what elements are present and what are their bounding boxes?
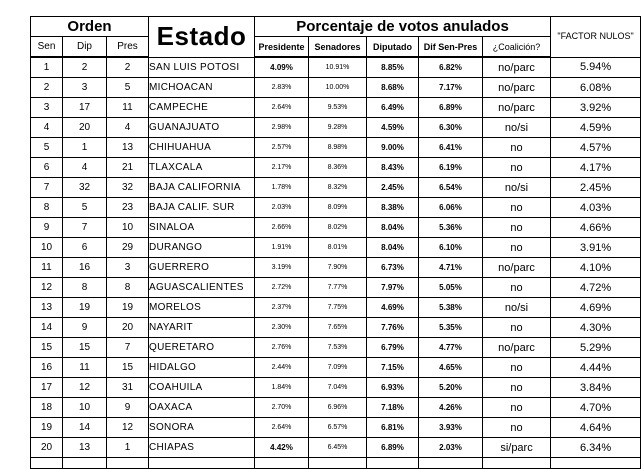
- cell-presidente: 2.66%: [255, 218, 309, 238]
- cell-dif-sen-pres: 7.17%: [419, 78, 483, 98]
- cell-diputado: 8.38%: [367, 198, 419, 218]
- cell-presidente: 2.03%: [255, 198, 309, 218]
- cell-sen: 6: [31, 158, 63, 178]
- table-row: [31, 198, 641, 218]
- cell-dip: 20: [63, 118, 107, 138]
- cell-senadores: 7.04%: [309, 378, 367, 398]
- cell-sen: 19: [31, 418, 63, 438]
- cell-dip: 9: [63, 318, 107, 338]
- cell-coalicion: no/parc: [483, 258, 551, 278]
- table-row: [31, 178, 641, 198]
- cell-dip: 3: [63, 78, 107, 98]
- cell-senadores: 8.32%: [309, 178, 367, 198]
- empty-cell: [255, 458, 309, 469]
- cell-diputado: 8.85%: [367, 57, 419, 78]
- cell-sen: 17: [31, 378, 63, 398]
- cell-presidente: 2.98%: [255, 118, 309, 138]
- cell-presidente: 2.44%: [255, 358, 309, 378]
- cell-dif-sen-pres: 6.54%: [419, 178, 483, 198]
- cell-estado: BAJA CALIF. SUR: [149, 198, 255, 218]
- table-row: [31, 318, 641, 338]
- cell-diputado: 4.59%: [367, 118, 419, 138]
- empty-cell: [107, 458, 149, 469]
- cell-dif-sen-pres: 4.71%: [419, 258, 483, 278]
- cell-presidente: 2.83%: [255, 78, 309, 98]
- cell-senadores: 10.91%: [309, 57, 367, 78]
- cell-coalicion: no: [483, 198, 551, 218]
- cell-dif-sen-pres: 2.03%: [419, 438, 483, 458]
- cell-diputado: 8.43%: [367, 158, 419, 178]
- cell-sen: 12: [31, 278, 63, 298]
- cell-dif-sen-pres: 6.82%: [419, 57, 483, 78]
- header-porcentaje: Porcentaje de votos anulados: [255, 17, 551, 37]
- cell-coalicion: no/parc: [483, 338, 551, 358]
- cell-pres: 13: [107, 138, 149, 158]
- header-sen: Sen: [31, 37, 63, 58]
- cell-factor-nulos: 3.84%: [551, 378, 641, 398]
- cell-estado: SINALOA: [149, 218, 255, 238]
- header-senadores: Senadores: [309, 37, 367, 58]
- cell-sen: 18: [31, 398, 63, 418]
- cell-coalicion: no: [483, 138, 551, 158]
- table-row: [31, 358, 641, 378]
- cell-diputado: 7.15%: [367, 358, 419, 378]
- cell-senadores: 8.02%: [309, 218, 367, 238]
- cell-dif-sen-pres: 6.06%: [419, 198, 483, 218]
- cell-senadores: 7.53%: [309, 338, 367, 358]
- cell-factor-nulos: 5.94%: [551, 57, 641, 78]
- cell-factor-nulos: 3.91%: [551, 238, 641, 258]
- header-pres: Pres: [107, 37, 149, 58]
- cell-estado: TLAXCALA: [149, 158, 255, 178]
- cell-diputado: 8.04%: [367, 238, 419, 258]
- cell-presidente: 2.17%: [255, 158, 309, 178]
- cell-presidente: 2.37%: [255, 298, 309, 318]
- cell-factor-nulos: 4.44%: [551, 358, 641, 378]
- cell-presidente: 1.84%: [255, 378, 309, 398]
- cell-dif-sen-pres: 6.19%: [419, 158, 483, 178]
- cell-dif-sen-pres: 5.05%: [419, 278, 483, 298]
- cell-coalicion: no: [483, 318, 551, 338]
- cell-senadores: 8.09%: [309, 198, 367, 218]
- cell-dip: 32: [63, 178, 107, 198]
- cell-factor-nulos: 6.08%: [551, 78, 641, 98]
- cell-sen: 14: [31, 318, 63, 338]
- cell-dip: 6: [63, 238, 107, 258]
- empty-cell: [309, 458, 367, 469]
- table-row: [31, 98, 641, 118]
- cell-sen: 9: [31, 218, 63, 238]
- cell-dip: 14: [63, 418, 107, 438]
- table-row: [31, 398, 641, 418]
- table-row: [31, 438, 641, 458]
- cell-sen: 16: [31, 358, 63, 378]
- cell-presidente: 2.72%: [255, 278, 309, 298]
- cell-sen: 5: [31, 138, 63, 158]
- cell-coalicion: no/si: [483, 298, 551, 318]
- table-row: [31, 158, 641, 178]
- cell-dip: 15: [63, 338, 107, 358]
- cell-estado: CHIHUAHUA: [149, 138, 255, 158]
- cell-senadores: 9.28%: [309, 118, 367, 138]
- table-row: [31, 278, 641, 298]
- cell-presidente: 2.64%: [255, 418, 309, 438]
- cell-sen: 11: [31, 258, 63, 278]
- header-dif-sen-pres: Dif Sen-Pres: [419, 37, 483, 58]
- table-row: [31, 78, 641, 98]
- cell-diputado: 6.89%: [367, 438, 419, 458]
- cell-senadores: 8.98%: [309, 138, 367, 158]
- cell-coalicion: no: [483, 278, 551, 298]
- cell-factor-nulos: 4.03%: [551, 198, 641, 218]
- cell-diputado: 2.45%: [367, 178, 419, 198]
- cell-pres: 11: [107, 98, 149, 118]
- cell-diputado: 6.79%: [367, 338, 419, 358]
- cell-pres: 8: [107, 278, 149, 298]
- cell-pres: 15: [107, 358, 149, 378]
- cell-pres: 21: [107, 158, 149, 178]
- cell-estado: NAYARIT: [149, 318, 255, 338]
- cell-factor-nulos: 6.34%: [551, 438, 641, 458]
- cell-sen: 2: [31, 78, 63, 98]
- header-diputado: Diputado: [367, 37, 419, 58]
- cell-presidente: 4.09%: [255, 57, 309, 78]
- table-row-cutoff: [31, 458, 641, 469]
- cell-presidente: 2.64%: [255, 98, 309, 118]
- header-dip: Dip: [63, 37, 107, 58]
- table-row: [31, 218, 641, 238]
- cell-coalicion: no: [483, 358, 551, 378]
- cell-factor-nulos: 4.69%: [551, 298, 641, 318]
- cell-sen: 8: [31, 198, 63, 218]
- cell-factor-nulos: 4.10%: [551, 258, 641, 278]
- cell-sen: 10: [31, 238, 63, 258]
- cell-dip: 2: [63, 57, 107, 78]
- cell-senadores: 6.45%: [309, 438, 367, 458]
- cell-factor-nulos: 2.45%: [551, 178, 641, 198]
- cell-estado: DURANGO: [149, 238, 255, 258]
- cell-senadores: 7.75%: [309, 298, 367, 318]
- cell-sen: 15: [31, 338, 63, 358]
- cell-pres: 2: [107, 57, 149, 78]
- cell-presidente: 1.78%: [255, 178, 309, 198]
- cell-presidente: 2.30%: [255, 318, 309, 338]
- cell-dif-sen-pres: 6.41%: [419, 138, 483, 158]
- cell-dip: 1: [63, 138, 107, 158]
- cell-factor-nulos: 4.72%: [551, 278, 641, 298]
- table-row: [31, 338, 641, 358]
- cell-sen: 7: [31, 178, 63, 198]
- cell-estado: CAMPECHE: [149, 98, 255, 118]
- empty-cell: [31, 458, 63, 469]
- cell-pres: 4: [107, 118, 149, 138]
- table-row: [31, 118, 641, 138]
- cell-coalicion: no/parc: [483, 78, 551, 98]
- cell-diputado: 9.00%: [367, 138, 419, 158]
- cell-presidente: 3.19%: [255, 258, 309, 278]
- cell-dif-sen-pres: 5.35%: [419, 318, 483, 338]
- cell-estado: QUERETARO: [149, 338, 255, 358]
- cell-estado: SAN LUIS POTOSI: [149, 57, 255, 78]
- cell-dif-sen-pres: 6.10%: [419, 238, 483, 258]
- cell-coalicion: no/si: [483, 178, 551, 198]
- cell-sen: 4: [31, 118, 63, 138]
- table-row: [31, 57, 641, 78]
- cell-diputado: 6.49%: [367, 98, 419, 118]
- cell-diputado: 6.81%: [367, 418, 419, 438]
- empty-cell: [419, 458, 483, 469]
- cell-estado: BAJA CALIFORNIA: [149, 178, 255, 198]
- cell-diputado: 4.69%: [367, 298, 419, 318]
- cell-dif-sen-pres: 3.93%: [419, 418, 483, 438]
- cell-dip: 5: [63, 198, 107, 218]
- cell-pres: 10: [107, 218, 149, 238]
- cell-pres: 23: [107, 198, 149, 218]
- cell-pres: 1: [107, 438, 149, 458]
- cell-factor-nulos: 4.64%: [551, 418, 641, 438]
- cell-diputado: 6.93%: [367, 378, 419, 398]
- header-coalicion: ¿Coalición?: [483, 37, 551, 58]
- table-body: [31, 57, 641, 469]
- cell-dip: 4: [63, 158, 107, 178]
- cell-diputado: 6.73%: [367, 258, 419, 278]
- cell-diputado: 8.04%: [367, 218, 419, 238]
- cell-pres: 32: [107, 178, 149, 198]
- cell-presidente: 2.57%: [255, 138, 309, 158]
- cell-senadores: 8.36%: [309, 158, 367, 178]
- cell-sen: 3: [31, 98, 63, 118]
- cell-estado: OAXACA: [149, 398, 255, 418]
- cell-dif-sen-pres: 4.65%: [419, 358, 483, 378]
- table-row: [31, 418, 641, 438]
- cell-coalicion: no: [483, 378, 551, 398]
- empty-cell: [551, 458, 641, 469]
- empty-cell: [483, 458, 551, 469]
- cell-pres: 3: [107, 258, 149, 278]
- cell-sen: 20: [31, 438, 63, 458]
- cell-diputado: 7.97%: [367, 278, 419, 298]
- cell-presidente: 2.70%: [255, 398, 309, 418]
- header-estado: Estado: [149, 17, 255, 58]
- cell-pres: 12: [107, 418, 149, 438]
- cell-presidente: 1.91%: [255, 238, 309, 258]
- cell-coalicion: no/parc: [483, 98, 551, 118]
- cell-pres: 19: [107, 298, 149, 318]
- table-row: [31, 298, 641, 318]
- cell-factor-nulos: 4.17%: [551, 158, 641, 178]
- cell-dip: 19: [63, 298, 107, 318]
- cell-coalicion: no: [483, 158, 551, 178]
- cell-presidente: 2.76%: [255, 338, 309, 358]
- cell-dip: 8: [63, 278, 107, 298]
- cell-coalicion: no: [483, 238, 551, 258]
- cell-estado: MORELOS: [149, 298, 255, 318]
- cell-estado: CHIAPAS: [149, 438, 255, 458]
- cell-presidente: 4.42%: [255, 438, 309, 458]
- cell-senadores: 7.77%: [309, 278, 367, 298]
- cell-sen: 13: [31, 298, 63, 318]
- cell-coalicion: no: [483, 218, 551, 238]
- cell-dip: 17: [63, 98, 107, 118]
- cell-factor-nulos: 5.29%: [551, 338, 641, 358]
- cell-pres: 29: [107, 238, 149, 258]
- cell-dip: 13: [63, 438, 107, 458]
- cell-dip: 12: [63, 378, 107, 398]
- cell-estado: COAHUILA: [149, 378, 255, 398]
- table-row: [31, 238, 641, 258]
- header-orden: Orden: [31, 17, 149, 37]
- cell-senadores: 9.53%: [309, 98, 367, 118]
- cell-factor-nulos: 4.59%: [551, 118, 641, 138]
- cell-diputado: 7.18%: [367, 398, 419, 418]
- cell-coalicion: no: [483, 398, 551, 418]
- cell-dip: 10: [63, 398, 107, 418]
- cell-diputado: 7.76%: [367, 318, 419, 338]
- cell-pres: 9: [107, 398, 149, 418]
- cell-senadores: 6.57%: [309, 418, 367, 438]
- cell-dif-sen-pres: 6.89%: [419, 98, 483, 118]
- cell-dip: 7: [63, 218, 107, 238]
- empty-cell: [367, 458, 419, 469]
- empty-cell: [63, 458, 107, 469]
- cell-dip: 16: [63, 258, 107, 278]
- cell-senadores: 7.90%: [309, 258, 367, 278]
- cell-senadores: 6.96%: [309, 398, 367, 418]
- cell-diputado: 8.68%: [367, 78, 419, 98]
- cell-dip: 11: [63, 358, 107, 378]
- null-votes-table: [30, 16, 641, 469]
- cell-estado: GUANAJUATO: [149, 118, 255, 138]
- table-row: [31, 378, 641, 398]
- cell-dif-sen-pres: 6.30%: [419, 118, 483, 138]
- cell-coalicion: no/si: [483, 118, 551, 138]
- empty-cell: [149, 458, 255, 469]
- cell-factor-nulos: 4.66%: [551, 218, 641, 238]
- cell-senadores: 10.00%: [309, 78, 367, 98]
- cell-factor-nulos: 4.70%: [551, 398, 641, 418]
- cell-coalicion: no: [483, 418, 551, 438]
- table-row: [31, 138, 641, 158]
- header-presidente: Presidente: [255, 37, 309, 58]
- cell-pres: 20: [107, 318, 149, 338]
- cell-pres: 7: [107, 338, 149, 358]
- cell-senadores: 8.01%: [309, 238, 367, 258]
- header-factor-nulos: "FACTOR NULOS": [551, 17, 641, 58]
- cell-estado: MICHOACAN: [149, 78, 255, 98]
- cell-pres: 31: [107, 378, 149, 398]
- cell-factor-nulos: 3.92%: [551, 98, 641, 118]
- table-row: [31, 258, 641, 278]
- cell-pres: 5: [107, 78, 149, 98]
- cell-factor-nulos: 4.57%: [551, 138, 641, 158]
- cell-estado: SONORA: [149, 418, 255, 438]
- cell-senadores: 7.65%: [309, 318, 367, 338]
- cell-dif-sen-pres: 5.38%: [419, 298, 483, 318]
- cell-dif-sen-pres: 4.77%: [419, 338, 483, 358]
- cell-senadores: 7.09%: [309, 358, 367, 378]
- cell-estado: AGUASCALIENTES: [149, 278, 255, 298]
- cell-dif-sen-pres: 5.20%: [419, 378, 483, 398]
- cell-coalicion: no/parc: [483, 57, 551, 78]
- cell-sen: 1: [31, 57, 63, 78]
- cell-estado: GUERRERO: [149, 258, 255, 278]
- cell-dif-sen-pres: 4.26%: [419, 398, 483, 418]
- cell-factor-nulos: 4.30%: [551, 318, 641, 338]
- cell-estado: HIDALGO: [149, 358, 255, 378]
- cell-coalicion: si/parc: [483, 438, 551, 458]
- cell-dif-sen-pres: 5.36%: [419, 218, 483, 238]
